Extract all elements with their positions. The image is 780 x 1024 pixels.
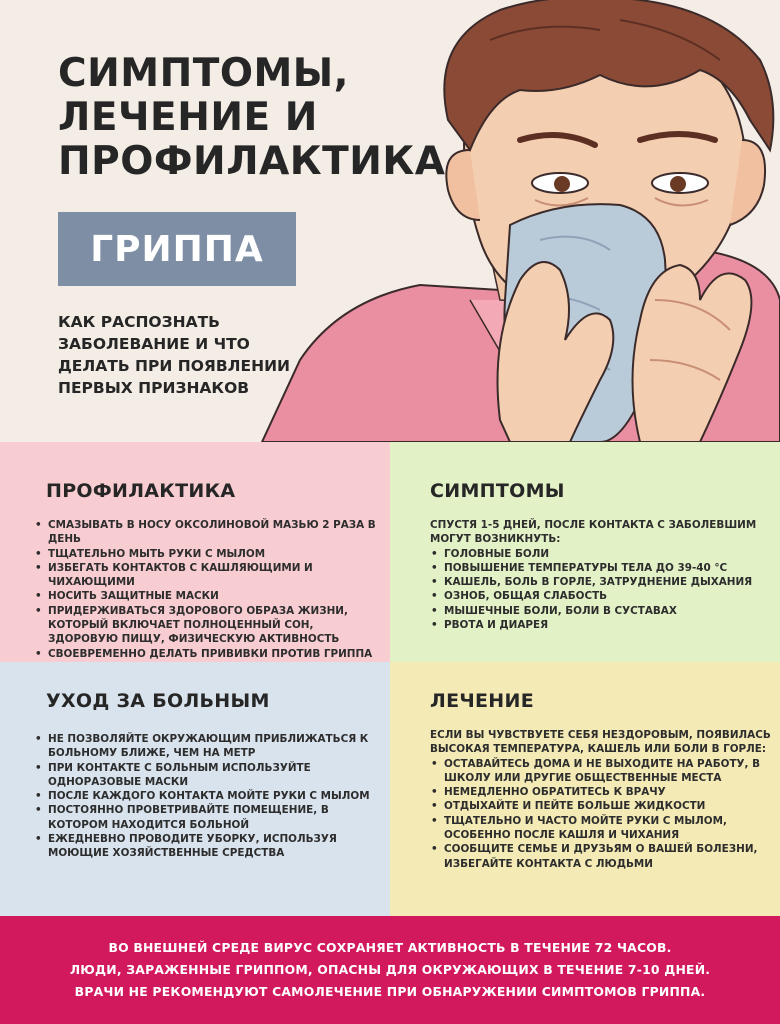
- footer-line: ЛЮДИ, ЗАРАЖЕННЫЕ ГРИППОМ, ОПАСНЫ ДЛЯ ОКРУЖАЮЩИХ В ТЕЧЕНИЕ 7-10 ДНЕЙ.: [69, 962, 711, 977]
- flu-label-box: [58, 212, 296, 286]
- subtitle-line: КАК РАСПОЗНАТЬ: [58, 313, 220, 331]
- list-item: • СООБЩИТЕ СЕМЬЕ И ДРУЗЬЯМ О ВАШЕЙ БОЛЕЗНИ, ИЗБЕГАЙТЕ КОНТАКТА С ЛЮДЬМИ: [430, 842, 772, 871]
- section-title: УХОД ЗА БОЛЬНЫМ: [46, 690, 270, 712]
- list-item: • ТЩАТЕЛЬНО МЫТЬ РУКИ С МЫЛОМ: [34, 547, 382, 561]
- list-intro: СПУСТЯ 1-5 ДНЕЙ, ПОСЛЕ КОНТАКТА С ЗАБОЛЕВШИМ МОГУТ ВОЗНИКНУТЬ:: [430, 519, 757, 546]
- title-line: СИМПТОМЫ,: [58, 51, 350, 96]
- list-item: • РВОТА И ДИАРЕЯ: [430, 618, 772, 632]
- symptoms-section: [390, 442, 780, 662]
- section-title: ПРОФИЛАКТИКА: [46, 480, 236, 502]
- treatment-section: [390, 662, 780, 916]
- list-item: • ЕЖЕДНЕВНО ПРОВОДИТЕ УБОРКУ, ИСПОЛЬЗУЯ МОЮЩИЕ ХОЗЯЙСТВЕННЫЕ СРЕДСТВА: [34, 832, 382, 861]
- subtitle-line: ЗАБОЛЕВАНИЕ И ЧТО: [58, 335, 250, 353]
- list-item: • ОЗНОБ, ОБЩАЯ СЛАБОСТЬ: [430, 589, 772, 603]
- list-item: • ОТДЫХАЙТЕ И ПЕЙТЕ БОЛЬШЕ ЖИДКОСТИ: [430, 799, 772, 813]
- list-item: • ПРИ КОНТАКТЕ С БОЛЬНЫМ ИСПОЛЬЗУЙТЕ ОДНОРАЗОВЫЕ МАСКИ: [34, 761, 382, 790]
- subtitle: [58, 311, 290, 399]
- list-item: • НЕМЕДЛЕННО ОБРАТИТЕСЬ К ВРАЧУ: [430, 785, 772, 799]
- list-item: • ГОЛОВНЫЕ БОЛИ: [430, 547, 772, 561]
- list-item: • МЫШЕЧНЫЕ БОЛИ, БОЛИ В СУСТАВАХ: [430, 604, 772, 618]
- footer-line: ВРАЧИ НЕ РЕКОМЕНДУЮТ САМОЛЕЧЕНИЕ ПРИ ОБНАРУЖЕНИИ СИМПТОМОВ ГРИППА.: [74, 984, 706, 999]
- list-item: • НЕ ПОЗВОЛЯЙТЕ ОКРУЖАЮЩИМ ПРИБЛИЖАТЬСЯ К БОЛЬНОМУ БЛИЖЕ, ЧЕМ НА МЕТР: [34, 732, 382, 761]
- page-title: [58, 52, 445, 184]
- section-title: ЛЕЧЕНИЕ: [430, 690, 534, 712]
- list-item: • ПОВЫШЕНИЕ ТЕМПЕРАТУРЫ ТЕЛА ДО 39-40 °С: [430, 561, 772, 575]
- list-item: • ПОСЛЕ КАЖДОГО КОНТАКТА МОЙТЕ РУКИ С МЫЛОМ: [34, 789, 382, 803]
- footer-banner: [0, 916, 780, 1024]
- title-line: ПРОФИЛАКТИКА: [58, 139, 446, 184]
- footer-line: ВО ВНЕШНЕЙ СРЕДЕ ВИРУС СОХРАНЯЕТ АКТИВНОСТЬ В ТЕЧЕНИЕ 72 ЧАСОВ.: [108, 940, 672, 955]
- list-item: • ПРИДЕРЖИВАТЬСЯ ЗДОРОВОГО ОБРАЗА ЖИЗНИ, КОТОРЫЙ ВКЛЮЧАЕТ ПОЛНОЦЕННЫЙ СОН, ЗДОРОВУЮ ПИЩУ, ФИЗИЧЕСКУЮ АКТИВНОСТЬ: [34, 604, 382, 647]
- list-item: • СМАЗЫВАТЬ В НОСУ ОКСОЛИНОВОЙ МАЗЬЮ 2 РАЗА В ДЕНЬ: [34, 518, 382, 547]
- subtitle-line: ДЕЛАТЬ ПРИ ПОЯВЛЕНИИ: [58, 357, 291, 375]
- list-item: • ОСТАВАЙТЕСЬ ДОМА И НЕ ВЫХОДИТЕ НА РАБОТУ, В ШКОЛУ ИЛИ ДРУГИЕ ОБЩЕСТВЕННЫЕ МЕСТА: [430, 757, 772, 786]
- prevention-list: [34, 518, 382, 675]
- flu-label: ГРИППА: [90, 228, 264, 270]
- subtitle-line: ПЕРВЫХ ПРИЗНАКОВ: [58, 379, 250, 397]
- list-item: • СВОЕВРЕМЕННО ДЕЛАТЬ ПРИВИВКИ ПРОТИВ ГРИППА: [34, 647, 382, 661]
- symptoms-list: [430, 518, 772, 632]
- list-item: • НОСИТЬ ЗАЩИТНЫЕ МАСКИ: [34, 589, 382, 603]
- list-intro: ЕСЛИ ВЫ ЧУВСТВУЕТЕ СЕБЯ НЕЗДОРОВЫМ, ПОЯВИЛАСЬ ВЫСОКАЯ ТЕМПЕРАТУРА, КАШЕЛЬ ИЛИ БОЛИ В ГОРЛЕ:: [430, 729, 771, 756]
- header: [0, 0, 780, 442]
- list-item: • ПОСТОЯННО ПРОВЕТРИВАЙТЕ ПОМЕЩЕНИЕ, В КОТОРОМ НАХОДИТСЯ БОЛЬНОЙ: [34, 803, 382, 832]
- list-item: • КАШЕЛЬ, БОЛЬ В ГОРЛЕ, ЗАТРУДНЕНИЕ ДЫХАНИЯ: [430, 575, 772, 589]
- care-list: [34, 732, 382, 861]
- section-title: СИМПТОМЫ: [430, 480, 565, 502]
- list-item: • ИЗБЕГАТЬ КОНТАКТОВ С КАШЛЯЮЩИМИ И ЧИХАЮЩИМИ: [34, 561, 382, 590]
- prevention-section: [0, 442, 390, 662]
- care-section: [0, 662, 390, 916]
- list-item: • ТЩАТЕЛЬНО И ЧАСТО МОЙТЕ РУКИ С МЫЛОМ, ОСОБЕННО ПОСЛЕ КАШЛЯ И ЧИХАНИЯ: [430, 814, 772, 843]
- treatment-list: [430, 728, 772, 871]
- title-line: ЛЕЧЕНИЕ И: [58, 95, 318, 140]
